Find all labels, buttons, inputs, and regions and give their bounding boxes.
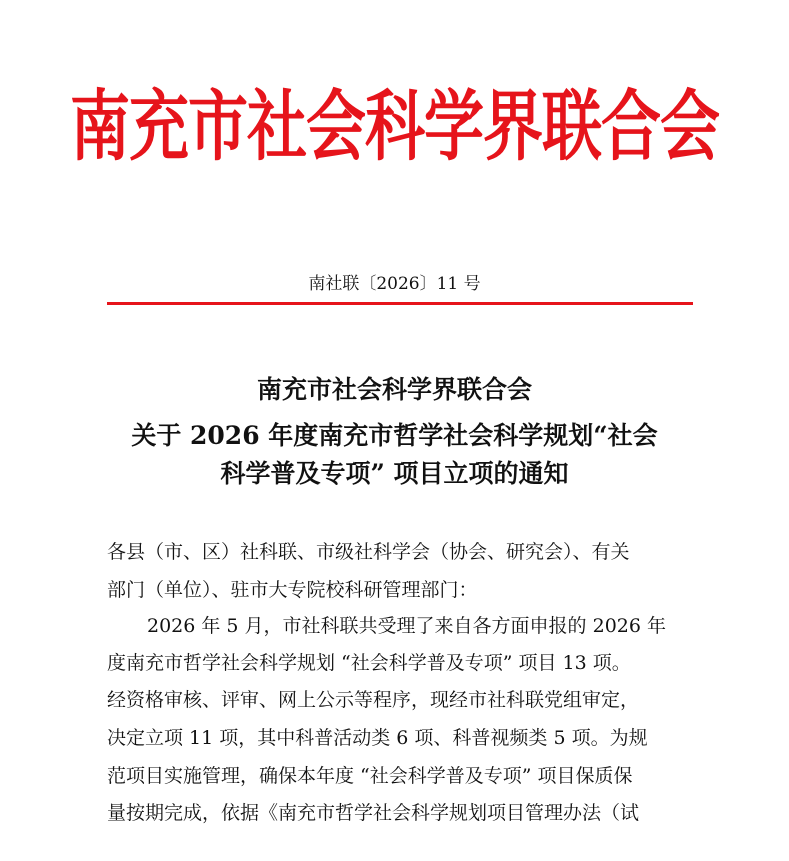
document-number: 南社联〔2026〕11 号	[308, 274, 481, 294]
red-divider	[107, 302, 693, 305]
notice-title-line-3: 科学普及专项” 项目立项的通知	[220, 459, 569, 488]
masthead-title: 南充市社会科学界联合会	[70, 82, 719, 173]
body-paragraph-line: 范项目实施管理，确保本年度 “社会科学普及专项” 项目保质保	[107, 765, 633, 787]
notice-title-line-1: 南充市社会科学界联合会	[256, 375, 532, 404]
body-paragraph-line: 量按期完成，依据《南充市哲学社会科学规划项目管理办法（试	[107, 802, 640, 824]
body-paragraph-line: 度南充市哲学社会科学规划 “社会科学普及专项” 项目 13 项。	[107, 652, 631, 674]
notice-title-line-2: 关于 2026 年度南充市哲学社会科学规划“社会	[131, 421, 658, 450]
body-paragraph-line: 2026 年 5 月，市社科联共受理了来自各方面申报的 2026 年	[147, 615, 666, 637]
addressee-line-1: 各县（市、区）社科联、市级社科学会（协会、研究会）、有关	[107, 541, 630, 563]
body-paragraph-line: 经资格审核、评审、网上公示等程序，现经市社科联党组审定，	[107, 689, 640, 711]
body-paragraph-line: 决定立项 11 项，其中科普活动类 6 项、科普视频类 5 项。为规	[107, 727, 648, 749]
addressee-line-2: 部门（单位）、驻市大专院校科研管理部门：	[107, 579, 478, 601]
